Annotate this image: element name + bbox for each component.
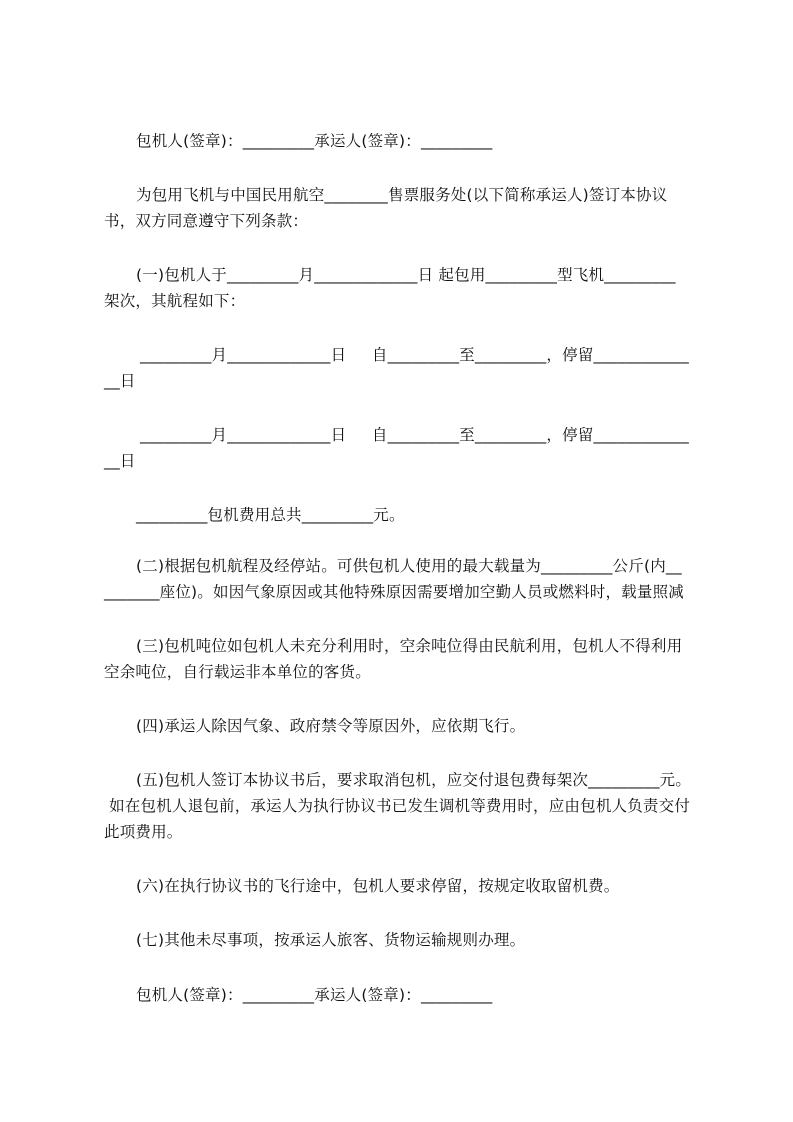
- intro-line-1: 为包用飞机与中国民用航空________售票服务处(以下简称承运人)签订本协议: [136, 186, 668, 204]
- itinerary-1-line-2: __日: [104, 372, 136, 390]
- clause-4-line: (四)承运人除因气象、政府禁令等原因外，应依期飞行。: [136, 717, 526, 735]
- signature-line-top: 包机人(签章)：_________承运人(签章)：_________: [136, 132, 493, 150]
- itinerary-2-line-1: _________月_____________日 自_________至_________，停留____________: [140, 426, 689, 444]
- clause-3-line-1: (三)包机吨位如包机人未充分利用时，空余吨位得由民航利用，包机人不得利用: [136, 637, 683, 655]
- total-cost-line: _________包机费用总共_________元。: [136, 506, 405, 524]
- clause-5-line-3: 此项费用。: [104, 823, 183, 841]
- clause-3-line-2: 空余吨位，自行载运非本单位的客货。: [104, 663, 371, 681]
- clause-2-line-2: _______座位)。如因气象原因或其他特殊原因需要增加空勤人员或燃料时，载量照减: [104, 583, 684, 601]
- clause-5-line-1: (五)包机人签订本协议书后，要求取消包机，应交付退包费每架次_________元。: [136, 771, 692, 789]
- signature-line-bottom: 包机人(签章)：_________承运人(签章)：_________: [136, 986, 493, 1004]
- clause-1-line-1: (一)包机人于_________月_____________日 起包用_________型飞机_________: [136, 266, 676, 284]
- clause-1-line-2: 架次，其航程如下：: [104, 292, 246, 310]
- intro-line-2: 书，双方同意遵守下列条款：: [104, 212, 309, 230]
- itinerary-1-line-1: _________月_____________日 自_________至_________，停留____________: [140, 346, 689, 364]
- itinerary-2-line-2: __日: [104, 452, 136, 470]
- clause-5-line-2: 如在包机人退包前，承运人为执行协议书已发生调机等费用时，应由包机人负责交付: [104, 797, 691, 815]
- clause-7-line: (七)其他未尽事项，按承运人旅客、货物运输规则办理。: [136, 931, 526, 949]
- clause-2-line-1: (二)根据包机航程及经停站。可供包机人使用的最大载量为_________公斤(内__: [136, 557, 682, 575]
- clause-6-line: (六)在执行协议书的飞行途中，包机人要求停留，按规定收取留机费。: [136, 877, 620, 895]
